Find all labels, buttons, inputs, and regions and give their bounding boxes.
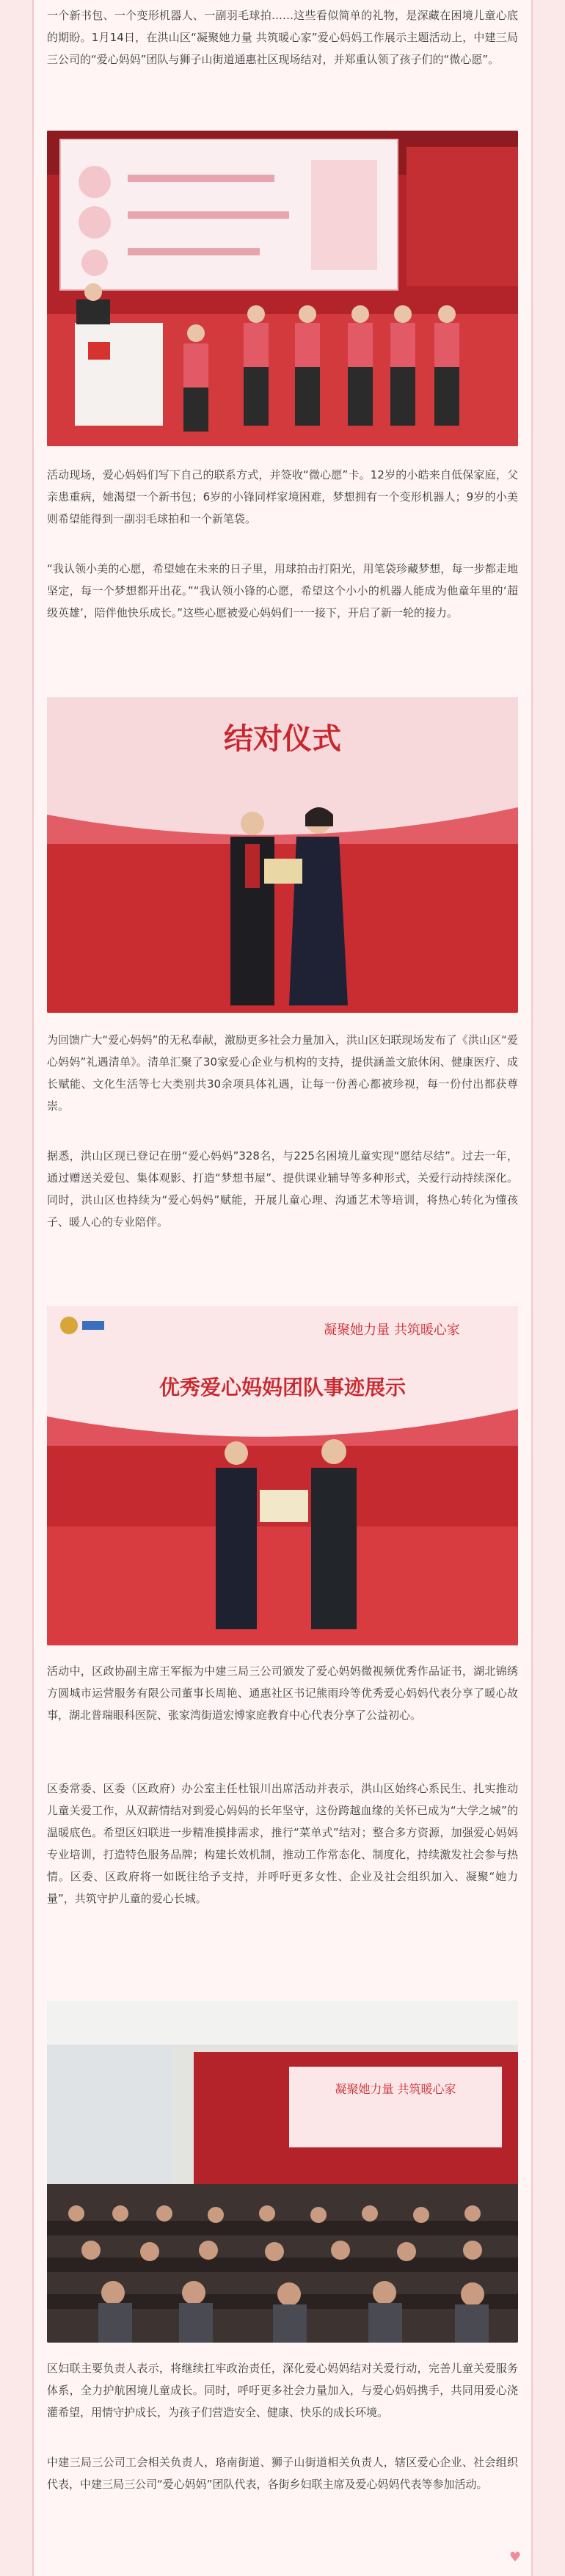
photo-team-showcase-image bbox=[47, 1306, 518, 1645]
photo-pairing-ceremony-image bbox=[47, 697, 518, 1013]
photo-audience bbox=[47, 2001, 518, 2343]
paragraph-event-scene: 活动现场，爱心妈妈们写下自己的联系方式，并签收“微心愿”卡。12岁的小皓来自低保家庭，父亲患重病，她渴望一个新书包；6岁的小锋同样家境困难，梦想拥有一个变形机器人；9岁的小美则希望能得到一副羽毛球拍和一个新笔袋。 bbox=[47, 468, 518, 525]
paragraph-womens-federation: 区妇联主要负责人表示，将继续扛牢政治责任，深化爱心妈妈结对关爱行动，完善儿童关爱服务体系，全力护航困境儿童成长。同时，呼吁更多社会力量加入，与爱心妈妈携手，共同用爱心浇灌希望，用情守护成长，为孩子们营造安全、健康、快乐的成长环境。 bbox=[47, 2362, 518, 2419]
hall-banner-slogan: 凝聚她力量 共筑暖心家 bbox=[335, 2082, 456, 2096]
photo-wish-claiming bbox=[47, 131, 518, 446]
pairing-banner-title: 结对仪式 bbox=[224, 722, 341, 756]
paragraph-courtesy-list: 为回馈广大“爱心妈妈”的无私奉献，激励更多社会力量加入，洪山区妇联现场发布了《洪山区“爱心妈妈”礼遇清单》。清单汇聚了30家爱心企业与机构的支持，提供涵盖文旅休闲、健康医疗、成长赋能、文化生活等七大类别共30余项具体礼遇，让每一份善心都被珍视，每一份付出都获尊崇。 bbox=[47, 1033, 518, 1113]
heart-icon: ♥ bbox=[509, 2550, 522, 2565]
photo-pairing-ceremony bbox=[47, 697, 518, 1013]
paragraph-intro: 一个新书包、一个变形机器人、一副羽毛球拍……这些看似简单的礼物，是深藏在困境儿童心底的期盼。1月14日，在洪山区“凝聚她力量 共筑暖心家”爱心妈妈工作展示主题活动上，中建三局三公司的“爱心妈妈”团队与狮子山街道通惠社区现场结对，并郑重认领了孩子们的“微心愿”。 bbox=[47, 9, 518, 66]
paragraph-activity-awards: 活动中，区政协副主席王军振为中建三局三公司颁发了爱心妈妈微视频优秀作品证书，湖北锦绣方圆城市运营服务有限公司董事长周艳、通惠社区书记熊雨玲等优秀爱心妈妈代表分享了暖心故事，湖北普瑞眼科医院、张家湾街道宏博家庭教育中心代表分享了公益初心。 bbox=[47, 1664, 518, 1722]
paragraph-statistics: 据悉，洪山区现已登记在册“爱心妈妈”328名，与225名困境儿童实现“愿结尽结”。过去一年，通过赠送关爱包、集体观影、打造“梦想书屋”、提供课业辅导等多种形式，关爱行动持续深化。同时，洪山区也持续为“爱心妈妈”赋能，开展儿童心理、沟通艺术等培训，将热心转化为懂孩子、暖人心的专业陪伴。 bbox=[47, 1149, 518, 1229]
paragraph-attendees: 中建三局三公司工会相关负责人，珞南街道、狮子山街道相关负责人，辖区爱心企业、社会组织代表，中建三局三公司“爱心妈妈”团队代表，各街乡妇联主席及爱心妈妈代表等参加活动。 bbox=[47, 2456, 518, 2491]
photo-wish-claiming-image bbox=[47, 131, 518, 446]
photo-audience-image bbox=[47, 2001, 518, 2343]
showcase-banner-slogan: 凝聚她力量 共筑暖心家 bbox=[324, 1322, 460, 1338]
showcase-banner-title: 优秀爱心妈妈团队事迹展示 bbox=[158, 1375, 407, 1400]
paragraph-leader-speech: 区委常委、区委（区政府）办公室主任杜银川出席活动并表示，洪山区始终心系民生、扎实推动儿童关爱工作，从双薪情结对到爱心妈妈的长年坚守，这份跨越血缘的关怀已成为“大学之城”的温暖底色。希望区妇联进一步精准摸排需求，推行“菜单式”结对；整合多方资源，加强爱心妈妈专业培训，打造特色服务品牌；构建长效机制，推动工作常态化、制度化，持续激发社会参与热情。区委、区政府将一如既往给予支持，并呼吁更多女性、企业及社会组织加入、凝聚“她力量”，共筑守护儿童的爱心长城。 bbox=[47, 1782, 518, 1905]
paragraph-wishes: “我认领小美的心愿，希望她在未来的日子里，用球拍击打阳光，用笔袋珍藏梦想，每一步都走地坚定，每一个梦想都开出花。”“我认领小锋的心愿，希望这个小小的机器人能成为他童年里的‘超级英雄’，陪伴他快乐成长。”这些心愿被爱心妈妈们一一接下，开启了新一轮的接力。 bbox=[47, 562, 518, 619]
photo-team-showcase bbox=[47, 1306, 518, 1645]
